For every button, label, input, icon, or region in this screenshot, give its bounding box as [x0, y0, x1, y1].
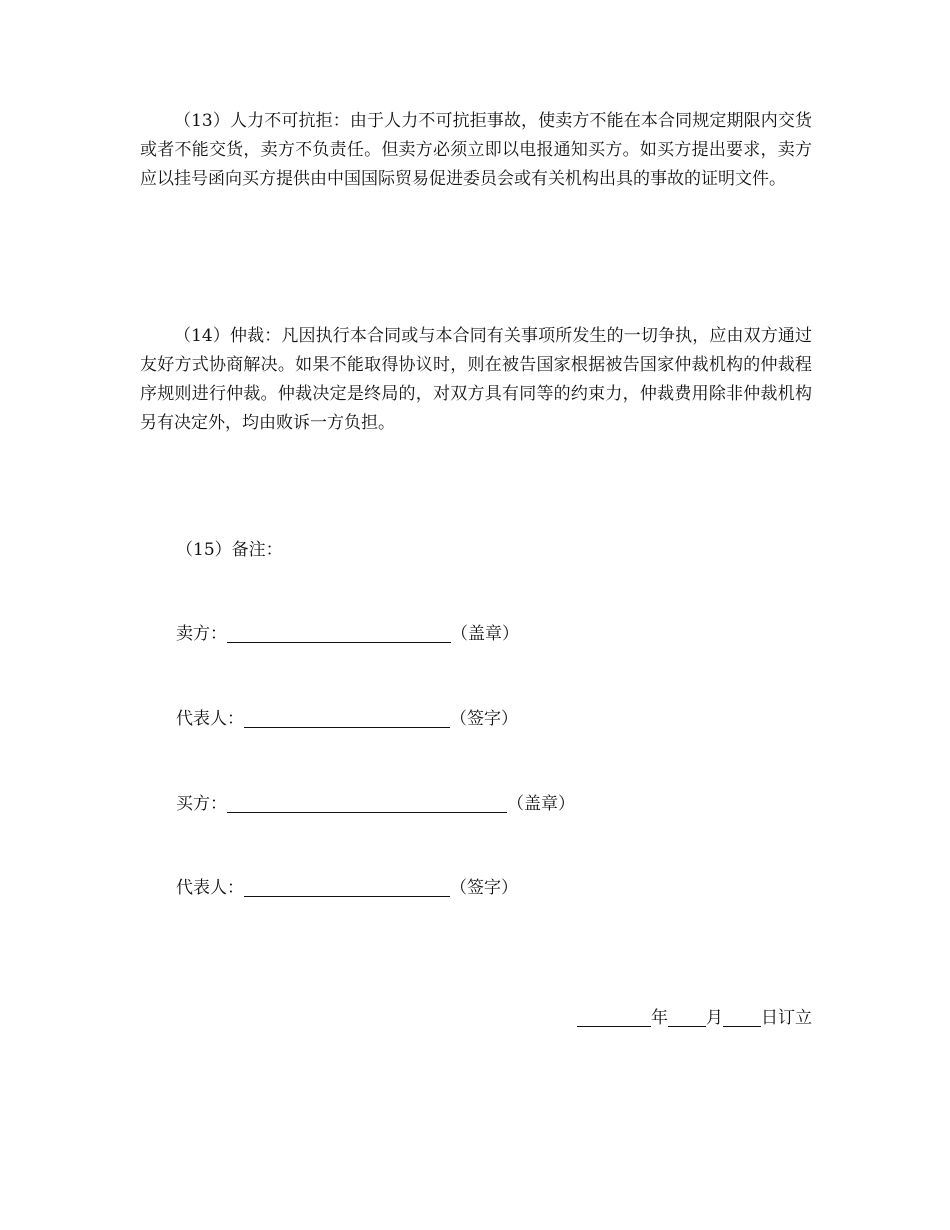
buyer-seal-note: （盖章）: [507, 794, 575, 814]
seller-rep-blank[interactable]: [244, 707, 450, 728]
month-blank[interactable]: [668, 1006, 706, 1027]
seller-rep-label: 代表人：: [176, 709, 244, 729]
buyer-rep-label: 代表人：: [176, 878, 244, 898]
buyer-representative-line: [176, 874, 518, 903]
seller-representative-line: [176, 705, 518, 734]
clause-15-remarks: [176, 536, 283, 565]
year-blank[interactable]: [577, 1006, 651, 1027]
seller-signature-line: [176, 620, 519, 649]
remarks-label: （15）备注：: [176, 540, 283, 560]
contract-date-line: [577, 1004, 812, 1033]
seller-label: 卖方：: [176, 624, 227, 644]
day-blank[interactable]: [723, 1006, 761, 1027]
buyer-rep-sign-note: （签字）: [450, 878, 518, 898]
seller-blank[interactable]: [227, 622, 451, 643]
year-label: 年: [651, 1008, 668, 1028]
clause-13-force-majeure: （13）人力不可抗拒：由于人力不可抗拒事故，使卖方不能在本合同规定期限内交货或者不能交货，卖方不负责任。但卖方必须立即以电报通知买方。如买方提出要求，卖方应以挂号函向买方提供由中国国际贸易促进委员会或有关机构出具的事故的证明文件。: [140, 111, 812, 189]
buyer-blank[interactable]: [227, 792, 507, 813]
day-label: 日订立: [761, 1008, 812, 1028]
seller-rep-sign-note: （签字）: [450, 709, 518, 729]
buyer-rep-blank[interactable]: [244, 876, 450, 897]
month-label: 月: [706, 1008, 723, 1028]
clause-14-arbitration: （14）仲裁：凡因执行本合同或与本合同有关事项所发生的一切争执，应由双方通过友好方式协商解决。如果不能取得协议时，则在被告国家根据被告国家仲裁机构的仲裁程序规则进行仲裁。仲裁决定是终局的，对双方具有同等的约束力，仲裁费用除非仲裁机构另有决定外，均由败诉一方负担。: [140, 326, 812, 433]
buyer-signature-line: [176, 790, 575, 819]
seller-seal-note: （盖章）: [451, 624, 519, 644]
buyer-label: 买方：: [176, 794, 227, 814]
